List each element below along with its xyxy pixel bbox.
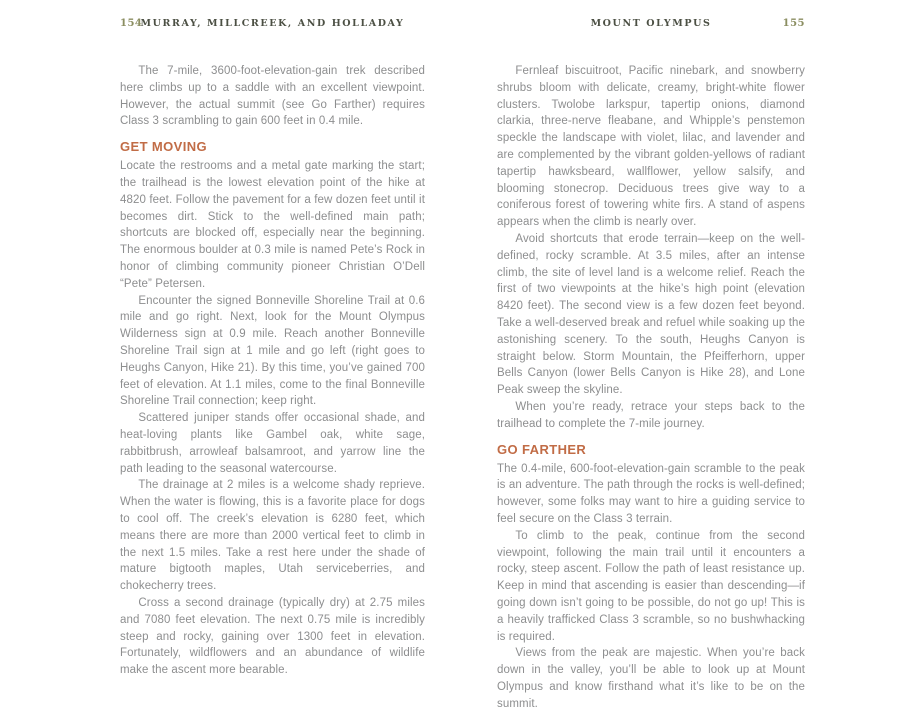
body-paragraph: The drainage at 2 miles is a welcome shady reprieve. When the water is flowing, this is a favorite place for dogs to cool off. The creek’s elevation is 6280 feet, which means there are more than 2000 vertical feet to climb in the next 1.5 miles. Take a rest here under the shade of mature bigtooth maples, Utah serviceberries, and chokecherry trees.: [120, 479, 425, 593]
left-page-body: [120, 63, 425, 679]
body-paragraph: Scattered juniper stands offer occasional shade, and heat-loving plants like Gambel oak, white sage, rabbitbrush, arrowleaf balsamroot, and yarrow line the path leading to the seasonal watercourse.: [120, 412, 425, 475]
right-page-header: [497, 18, 805, 32]
body-paragraph: When you’re ready, retrace your steps back to the trailhead to complete the 7-mile journey.: [497, 400, 805, 430]
right-page: [497, 18, 805, 712]
left-running-head: MURRAY, MILLCREEK, AND HOLLADAY: [140, 18, 405, 29]
body-paragraph: Cross a second drainage (typically dry) at 2.75 miles and 7080 feet elevation. The next 0.75 mile is incredibly steep and rocky, gaining over 1300 feet in elevation. Fortunately, wildflowers and an abundance of wildlife make the ascent more bearable.: [120, 596, 425, 677]
body-paragraph: The 7-mile, 3600-foot-elevation-gain trek described here climbs up to a saddle with an excellent viewpoint. However, the actual summit (see Go Farther) requires Class 3 scrambling to gain 600 feet in 0.4 mile.: [120, 65, 425, 128]
body-paragraph: To climb to the peak, continue from the second viewpoint, following the main trail until it encounters a rocky, steep ascent. Follow the path of least resistance up. Keep in mind that ascending is easier than descending—if going down isn’t going to be possible, do not go up! This is a heavily trafficked Class 3 scramble, so no bushwhacking is required.: [497, 529, 805, 643]
section-heading-go-farther: GO FARTHER: [497, 441, 587, 457]
right-running-head: MOUNT OLYMPUS: [590, 18, 712, 29]
left-page-header: [120, 18, 425, 32]
left-page: [120, 18, 425, 679]
body-paragraph: Avoid shortcuts that erode terrain—keep on the well-defined, rocky scramble. At 3.5 miles, after an intense climb, the site of level land is a welcome relief. Reach the first of two viewpoints at the hike’s high point (elevation 8420 feet). The second view is a few dozen feet beyond. Take a well-deserved break and refuel while soaking up the astonishing scenery. To the south, Heughs Canyon is straight below. Storm Mountain, the Pfeifferhorn, upper Bells Canyon (lower Bells Canyon is Hike 28), and Lone Peak sweep the skyline.: [497, 232, 805, 397]
left-page-number: 154: [120, 18, 143, 29]
body-paragraph: Locate the restrooms and a metal gate marking the start; the trailhead is the lowest elevation point of the hike at 4820 feet. Follow the pavement for a few dozen feet until it becomes dirt. Stick to the well-defined main path; shortcuts are blocked off, especially near the beginning. The enormous boulder at 0.3 mile is named Pete’s Rock in honor of climbing community pioneer Christian O’Dell “Pete” Petersen.: [120, 160, 425, 290]
right-page-number: 155: [782, 18, 805, 29]
body-paragraph: Encounter the signed Bonneville Shoreline Trail at 0.6 mile and go right. Next, look for the Mount Olympus Wilderness sign at 0.9 mile. Reach another Bonneville Shoreline Trail sign at 1 mile and go left (right goes to Heughs Canyon, Hike 21). By this time, you’ve gained 700 feet of elevation. At 1.1 miles, come to the final Bonneville Shoreline Trail connection; keep right.: [120, 294, 425, 408]
body-paragraph: The 0.4-mile, 600-foot-elevation-gain scramble to the peak is an adventure. The path through the rocks is well-defined; however, some folks may want to hire a guiding service to feel secure on the Class 3 terrain.: [497, 462, 805, 525]
right-page-body: [497, 63, 805, 712]
body-paragraph: Views from the peak are majestic. When you’re back down in the valley, you’ll be able to look up at Mount Olympus and know firsthand what it’s like to be on the summit.: [497, 647, 805, 710]
body-paragraph: Fernleaf biscuitroot, Pacific ninebark, and snowberry shrubs bloom with delicate, creamy, bright-white flower clusters. Twolobe larkspur, tapertip onions, diamond clarkia, three-nerve fleabane, and Whipple’s penstemon speckle the landscape with violet, lilac, and lavender and are complemented by the vibrant golden-yellows of radiant tapertip hawksbeard, wallflower, yellow salsify, and blooming stonecrop. Deciduous trees give way to a coniferous forest of towering white firs. A stand of aspens appears when the climb is nearly over.: [497, 65, 805, 229]
section-heading-get-moving: GET MOVING: [120, 139, 208, 155]
